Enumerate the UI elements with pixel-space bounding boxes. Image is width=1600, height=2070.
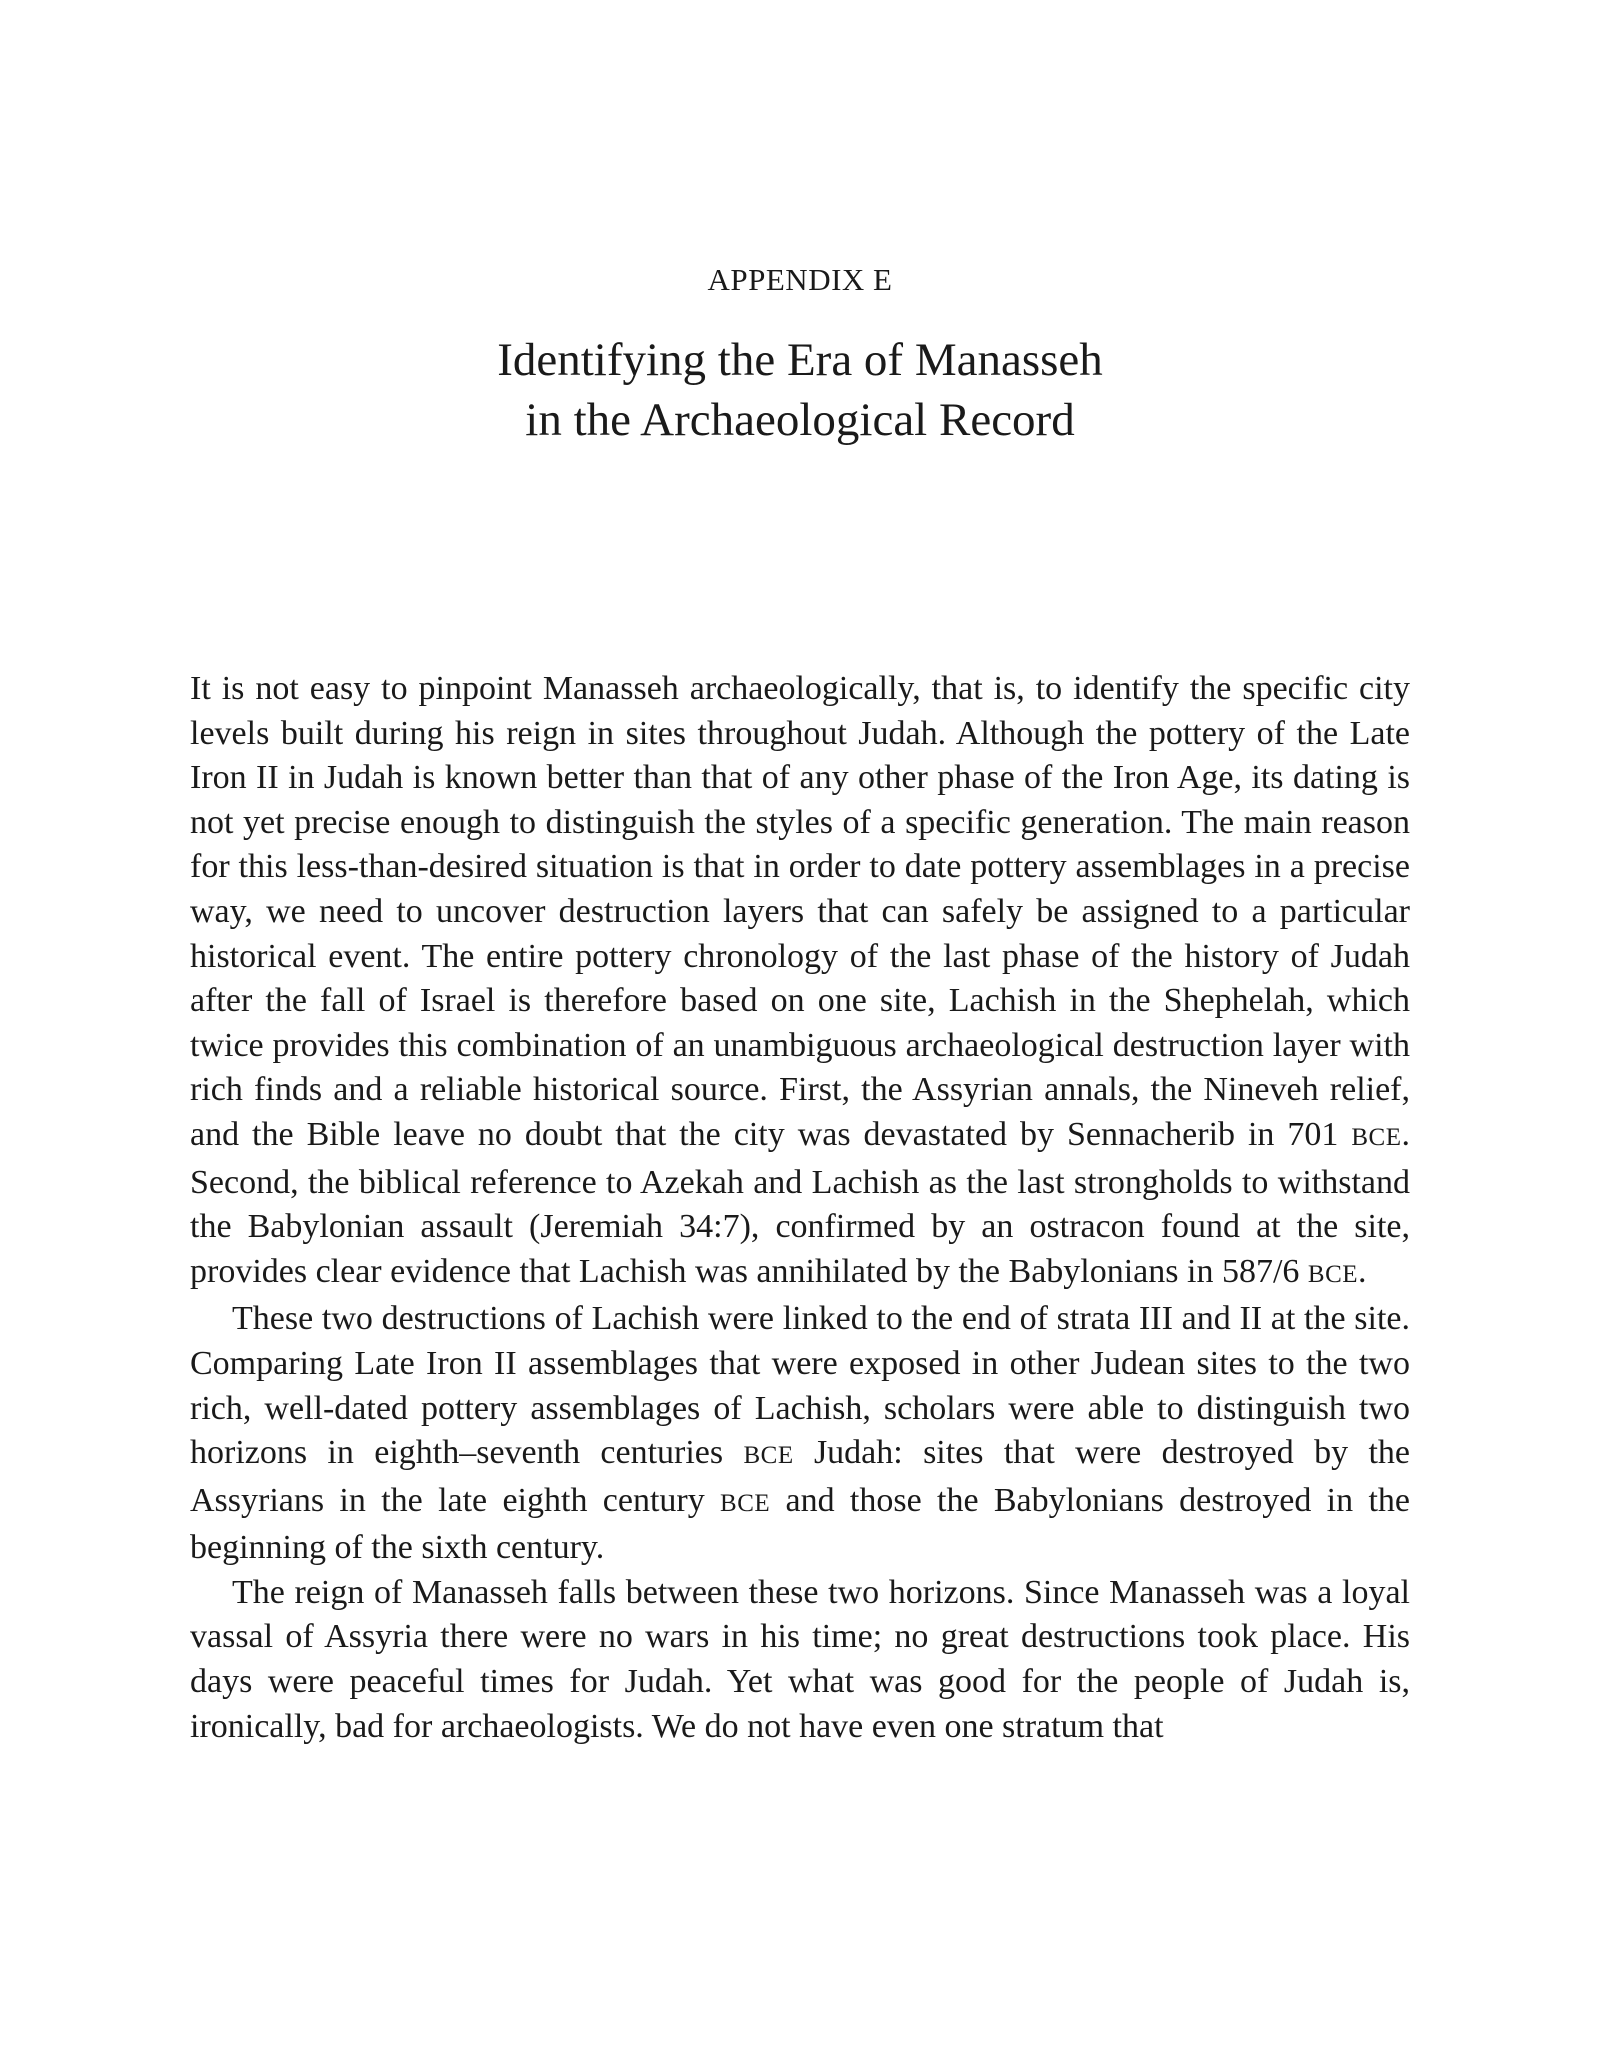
paragraph-2-text-b: Judah: sites that were destroyed by the Assyrians in the late eighth century: [190, 1434, 1410, 1519]
paragraph-2-text-a: These two destructions of Lachish were linked to the end of strata III and II at the site. Comparing Late Iron II assemblages that were exposed in other Judean sites to the two rich, well-dated pottery assemblages of Lachish, scholars were able to distinguish two horizons in eighth–seventh centuries: [190, 1300, 1410, 1472]
chapter-title-line-1: Identifying the Era of Manasseh: [497, 334, 1103, 386]
era-abbreviation: BCE: [720, 1489, 771, 1517]
paragraph-1-text-b: . Second, the biblical reference to Azekah and Lachish as the last strongholds to withstand the Babylonian assault (Jeremiah 34:7), confirmed by an ostracon found at the site, provides clear evidence that Lachish was annihilated by the Babylonians in 587/6: [190, 1115, 1410, 1290]
era-abbreviation: BCE: [1351, 1123, 1402, 1151]
era-abbreviation: BCE: [1307, 1260, 1359, 1288]
paragraph-3-text: The reign of Manasseh falls between these two horizons. Since Manasseh was a loyal vassal of Assyria there were no wars in his time; no great destructions took place. His days were peaceful times for Judah. Yet what was good for the people of Judah is, ironically, bad for archaeologists. We do not have even one stratum that: [190, 1573, 1410, 1745]
paragraph-2: [190, 1297, 1410, 1571]
chapter-title: [0, 330, 1600, 450]
paragraph-1-text-a: It is not easy to pinpoint Manasseh archaeologically, that is, to identify the specific city levels built during his reign in sites throughout Judah. Although the pottery of the Late Iron II in Judah is known better than that of any other phase of the Iron Age, its dating is not yet precise enough to distinguish the styles of a specific generation. The main reason for this less-than-desired situation is that in order to date pottery assemblages in a precise way, we need to uncover destruction layers that can safely be assigned to a particular historical event. The entire pottery chronology of the last phase of the history of Judah after the fall of Israel is therefore based on one site, Lachish in the Shephelah, which twice provides this combination of an unambiguous archaeological destruction layer with rich finds and a reliable historical source. First, the Assyrian annals, the Nineveh relief, and the Bible leave no doubt that the city was devastated by Sennacherib in 701: [190, 670, 1410, 1153]
chapter-title-line-2: in the Archaeological Record: [525, 394, 1075, 446]
paragraph-3: [190, 1571, 1410, 1749]
paragraph-1-text-c: .: [1358, 1252, 1367, 1290]
appendix-label: APPENDIX E: [707, 262, 893, 297]
paragraph-2-text-c: and those the Babylonians destroyed in the beginning of the sixth century.: [190, 1481, 1410, 1567]
paragraph-1: [190, 667, 1410, 1297]
era-abbreviation: BCE: [743, 1442, 794, 1470]
body-text: [190, 667, 1410, 1749]
